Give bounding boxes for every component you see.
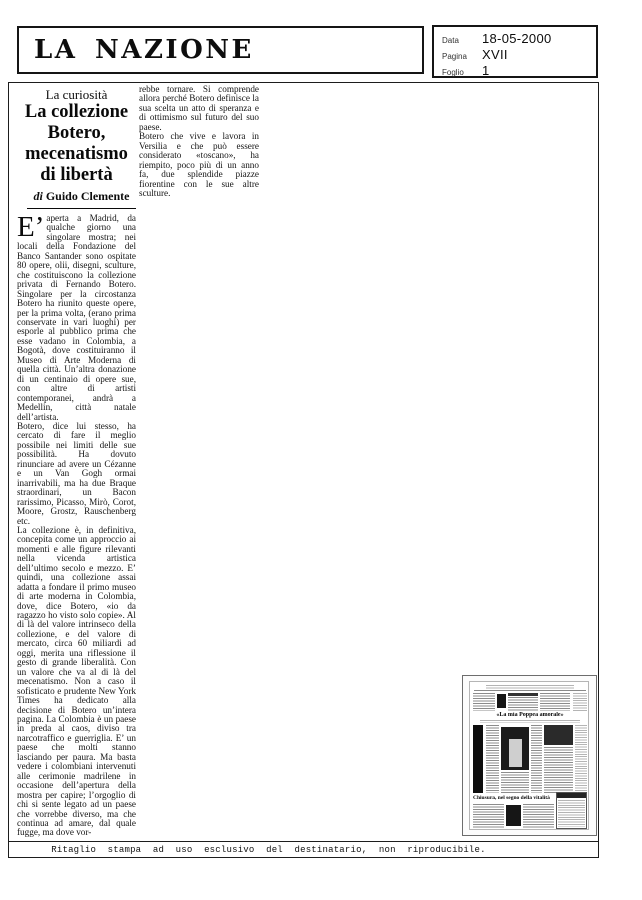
thumbnail-deck-line [480, 720, 580, 723]
newspaper-header-box [17, 26, 424, 74]
byline-author: Guido Clemente [45, 189, 130, 203]
metadata-value-date: 18-05-2000 [482, 31, 552, 46]
clipping-metadata-box [432, 25, 598, 78]
metadata-value-page: XVII [482, 47, 508, 62]
thumbnail-text-block [558, 800, 585, 827]
thumbnail-boxed-header [557, 793, 586, 798]
thumbnail-headline-secondary: Chiusura, nel segno della vitalità [473, 795, 550, 801]
article-paragraph: La collezione è, in definitiva, concepita come un approccio ai momenti e alle figure rilevanti nella vicenda artistica dell’ultimo secolo e mezzo. E’ quindi, una collezione assai adatta a fondare il primo museo di arte moderna in Colombia, dove, dice Botero, «io da ragazzo ho visto solo copie». Al di là del valore intrinseco della collezione, e del valore di mercato, circa 60 miliardi ad oggi, merita una riflessione il gesto di grande liberalità. Con un valore che va al di là del mecenatismo. Non a caso il sofisticato e prudente New York Times ha dedicato alla decisione di Botero un’intera pagina. La Colombia è un paese in preda al caos, diviso tra narcotraffico e guerriglia. E’ un paese che molti stanno lasciando per paura. Ma basta vedere i colombiani intervenuti alle cerimonie madrilene in occasione dell’apertura della mostra per capire; l’orgoglio di chi si sente legato ad un paese che vorrebbe diverso, ma che continua ad amare, dal quale fugge, ma dove vor- [17, 524, 136, 837]
thumbnail-text-block [523, 804, 554, 829]
article-byline [27, 189, 136, 209]
thumbnail-text-block [508, 697, 538, 711]
article-title-line: mecenatismo [25, 144, 128, 164]
metadata-value-sheet: 1 [482, 63, 490, 78]
thumbnail-photo [544, 725, 573, 745]
thumbnail-text-block [540, 693, 570, 711]
thumbnail-text-block [573, 693, 587, 711]
thumbnail-boxed-item [556, 792, 587, 829]
thumbnail-photo-portrait [501, 727, 529, 770]
metadata-row-sheet [442, 63, 596, 78]
thumbnail-photo [506, 805, 521, 826]
article-paragraph: Botero, dice lui stesso, ha cercato di fare il meglio possibile nei limiti delle sue possibilità. Ha dovuto rinunciare ad avere un Cézanne e un Van Gogh ormai inarrivabili, ma ha due Braque straordinari, un Bacon rarissimo, Picasso, Mirò, Corot, Moore, Grostz, Rauschenberg etc. [17, 420, 136, 526]
thumbnail-page [469, 681, 589, 830]
copyright-text: Ritaglio stampa ad uso esclusivo del destinatario, non riproducibile. [51, 844, 486, 855]
article-paragraph: Botero che vive e lavora in Versilia e che può essere considerato «toscano», ha riempito, poco più di un anno fa, due splendide piazze fiorentine con le sue altre sculture. [139, 131, 259, 198]
thumbnail-text-block [575, 725, 587, 793]
thumbnail-dark-column [473, 725, 483, 793]
article-title-line: Botero, [47, 123, 106, 143]
thumbnail-text-block [531, 725, 542, 793]
metadata-row-page [442, 47, 596, 62]
article-title-line: La collezione [24, 102, 129, 122]
thumbnail-photo-figure [509, 739, 522, 767]
metadata-label-page: Pagina [442, 52, 467, 61]
thumbnail-subhead-bar [508, 693, 538, 696]
article-paragraph: rebbe tornare. Si comprende allora perché Botero definisce la sua scelta un atto di speranza e di ottimismo sul futuro del suo paese. [139, 85, 259, 132]
metadata-row-date [442, 31, 596, 46]
byline-prefix: di [33, 189, 43, 203]
thumbnail-text-block [473, 693, 495, 711]
newspaper-title: LA NAZIONE [34, 34, 254, 66]
paragraph-text: aperta a Madrid, da qualche giorno una singolare mostra; nei locali della Fondazione del Banco Santander sono ospitate 80 opere, olii, disegni, sculture, che costituiscono la collezione privata di Fernando Botero. Singolare per la circostanza Botero ha riunito queste opere, per la prima volta, (erano prima conservate in vari luoghi) per esporle al pubblico prima che esse vadano in Colombia, a Bogotà, dove costituiranno il Museo di Arte Moderna di quella città. Un’altra donazione di un centinaio di opere sue, con altre di artisti contemporanei, andrà a Medellin, città natale dell’artista. [17, 213, 136, 422]
article-kicker: La curiosità [45, 87, 108, 102]
thumbnail-photo [497, 694, 506, 708]
metadata-label-date: Data [442, 36, 459, 45]
thumbnail-headline-main: «La mia Poppea amorale» [496, 712, 564, 718]
article-column-1 [17, 87, 136, 837]
metadata-label-sheet: Foglio [442, 68, 464, 77]
article-column-2 [139, 85, 259, 835]
article-paragraph [17, 211, 136, 422]
article-frame [8, 82, 599, 842]
thumbnail-masthead-line [486, 685, 574, 689]
drop-cap: E’ [17, 211, 45, 243]
thumbnail-text-block [501, 772, 529, 793]
thumbnail-text-block [486, 725, 499, 793]
thumbnail-text-block [473, 804, 504, 829]
article-title-line: di libertà [40, 165, 113, 185]
thumbnail-text-block [544, 747, 573, 793]
thumbnail-rule [474, 690, 586, 691]
source-page-thumbnail [462, 675, 597, 836]
copyright-strip [8, 841, 599, 858]
